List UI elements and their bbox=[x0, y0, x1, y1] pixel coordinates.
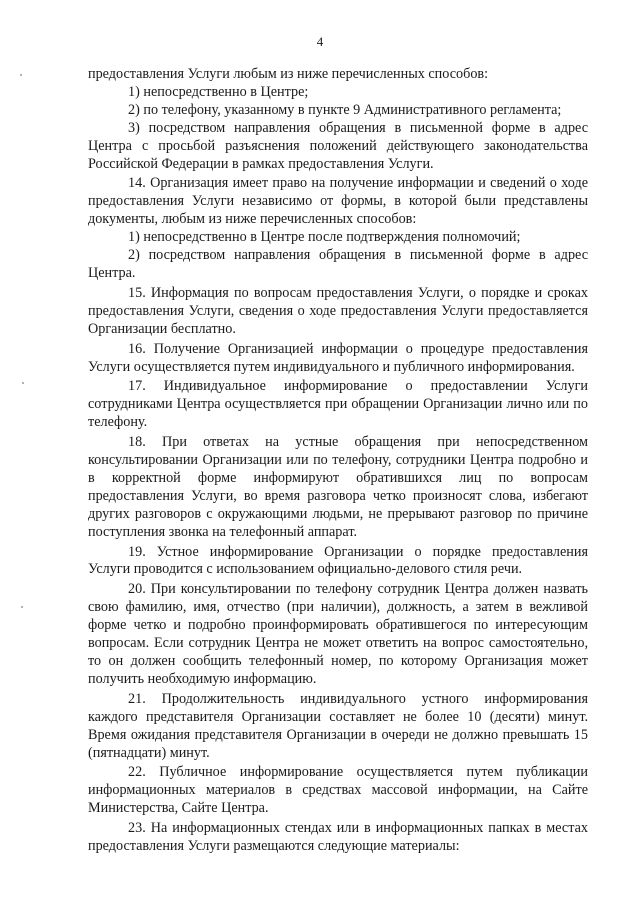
paragraph-18: 18. При ответах на устные обращения при непосредственном консультировании Организации или по телефону, сотрудники Центра подробно и в корректной форме информируют обратившихся лиц по вопросам предоставления Услуги, во время разговора четко произносят слова, избегают других разговоров с окружающими людьми, не прерывают разговор по причине поступления звонка на телефонный аппарат. bbox=[88, 434, 588, 540]
paragraph-19: 19. Устное информирование Организации о порядке предоставления Услуги проводится с использованием официально-делового стиля речи. bbox=[88, 543, 588, 578]
paragraph: предоставления Услуги любым из ниже перечисленных способов: bbox=[88, 66, 489, 82]
list-item: 1) непосредственно в Центре; bbox=[128, 83, 309, 100]
list-item: 3) посредством направления обращения в письменной форме в адрес Центра с просьбой разъяснения положений действующего законодательства Российской Федерации в рамках предоставления Услуги. bbox=[88, 119, 588, 172]
page-number: 4 bbox=[316, 34, 324, 49]
scan-speck bbox=[21, 606, 23, 608]
document-body bbox=[88, 66, 588, 856]
paragraph-17: 17. Индивидуальное информирование о предоставлении Услуги сотрудниками Центра осуществляется при обращении Организации лично или по телефону. bbox=[88, 378, 588, 431]
paragraph-20: 20. При консультировании по телефону сотрудник Центра должен назвать свою фамилию, имя, отчество (при наличии), должность, а затем в вежливой форме четко и подробно проинформировать обратившегося по интересующим вопросам. Если сотрудник Центра не может ответить на вопрос самостоятельно, то он должен сообщить телефонный номер, по которому Организация может получить необходимую информацию. bbox=[88, 581, 588, 687]
list-item: 2) посредством направления обращения в письменной форме в адрес Центра. bbox=[88, 247, 588, 281]
scan-speck bbox=[22, 382, 24, 384]
paragraph-23: 23. На информационных стендах или в информационных папках в местах предоставления Услуги размещаются следующие материалы: bbox=[88, 820, 588, 855]
paragraph-16: 16. Получение Организацией информации о процедуре предоставления Услуги осуществляется путем индивидуального и публичного информирования. bbox=[88, 340, 588, 375]
scan-speck bbox=[20, 74, 22, 76]
list-item: 2) по телефону, указанному в пункте 9 Административного регламента; bbox=[128, 101, 562, 118]
paragraph-14: 14. Организация имеет право на получение информации и сведений о ходе предоставления Услуги независимо от формы, в которой были представлены документы, любым из ниже перечисленных способов: bbox=[88, 175, 588, 228]
paragraph-15: 15. Информация по вопросам предоставления Услуги, о порядке и сроках предоставления Услуги, сведения о ходе предоставления Услуги предоставляется Организации бесплатно. bbox=[88, 284, 588, 337]
list-item: 1) непосредственно в Центре после подтверждения полномочий; bbox=[128, 229, 521, 246]
paragraph-21: 21. Продолжительность индивидуального устного информирования каждого представителя Организации составляет не более 10 (десяти) минут. Время ожидания представителя Организации в очереди не должно превышать 15 (пятнадцати) минут. bbox=[88, 690, 588, 761]
paragraph-22: 22. Публичное информирование осуществляется путем публикации информационных материалов в средствах массовой информации, на Сайте Министерства, Сайте Центра. bbox=[88, 764, 588, 817]
